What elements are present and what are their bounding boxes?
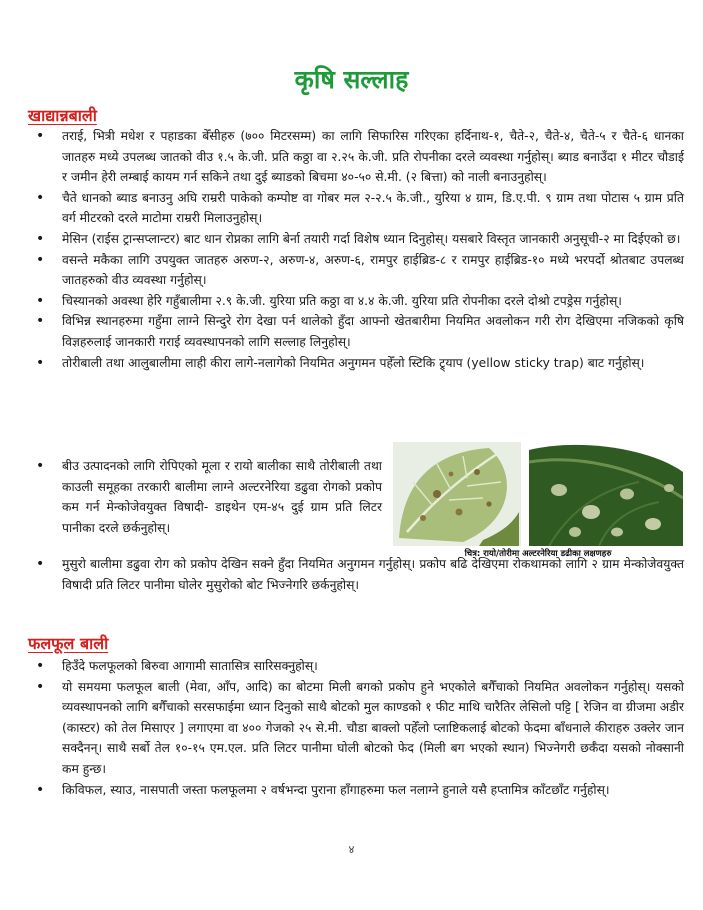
bullet-icon: • (36, 658, 45, 674)
cereal-advice-list-wrapped (36, 456, 382, 538)
section-heading-cereals: खाद्यान्नबाली (28, 106, 97, 125)
list-item: • बीउ उत्पादनको लागि रोपिएको मूला र रायो बालीका साथै तोरीबाली तथा काउली समूहका तरकारी बालीमा लाग्ने अल्टरनेरिया डढुवा रोगको प्रकोप कम गर्न मेन्कोजेवयुक्त विषादी- डाइथेन एम-४५ दुई ग्राम प्रति लिटर पानीका दरले छर्कनुहोस्। (36, 458, 382, 535)
bullet-icon: • (36, 292, 45, 309)
list-item: • किविफल, स्याउ, नासपाती जस्ता फलफूलमा २ वर्षभन्दा पुराना हाँगाहरुमा फल नलाग्ने हुनाले यसै हप्तामित्र काँटछाँट गर्नुहोस्। (36, 780, 684, 801)
bullet-icon: • (36, 678, 45, 695)
bullet-icon: • (36, 128, 45, 144)
list-item: • तोरीबाली तथा आलुबालीमा लाही कीरा लागे-नलागेको नियमित अनुगमन पहेँलो स्टिकि ट्र्याप (yellow sticky trap) बाट गर्नुहोस्। (36, 353, 684, 374)
bullet-icon: • (36, 313, 45, 330)
leaf-photo-2 (529, 442, 683, 546)
page-number: ४ (348, 843, 355, 856)
cereal-advice-list (36, 126, 684, 373)
bullet-icon: • (36, 189, 45, 206)
list-item: • मेसिन (राईस ट्रान्सप्लान्टर) बाट धान रोप्नका लागि बेर्ना तयारी गर्दा विशेष ध्यान दिनुहोस्। यसबारे विस्तृत जानकारी अनुसूची-२ मा दिईएको छ। (36, 229, 684, 250)
figure-caption: चित्र: रायो/तोरीमा अल्टरनेरिया डढीका लक्षणहरु (464, 549, 612, 559)
page-title: कृषि सल्लाह (294, 65, 409, 94)
list-item: • चिस्यानको अवस्था हेरि गहुँबालीमा २.९ के.जी. युरिया प्रति कठ्ठा वा ४.४ के.जी. युरिया प्रति रोपनीका दरले दोश्रो टपड्रेस गर्नुहोस्। (36, 291, 684, 312)
list-item: • वसन्ते मकैका लागि उपयुक्त जातहरु अरुण-२, अरुण-४, अरुण-६, रामपुर हाईब्रिड-८ र रामपुर हाईब्रिड-१० मध्ये भरपर्दो श्रोतबाट उपलब्ध जातहरुको वीउ व्यवस्था गर्नुहोस्। (36, 251, 684, 288)
bullet-icon: • (36, 556, 45, 572)
section-heading-fruits: फलफूल बाली (28, 634, 109, 653)
list-item: • मुसुरो बालीमा डढुवा रोग को प्रकोप देखिन सक्ने हुँदा नियमित अनुगमन गर्नुहोस्। प्रकोप बढि देखिएमा रोकथामको लागि २ ग्राम मेन्कोजेवयुक्त विषादी प्रति लिटर पानीमा घोलेर मुसुरोको बोट भिज्नेगरि छर्कनुहोस्। (36, 556, 684, 592)
list-item: • यो समयमा फलफूल बाली (मेवा, आँप, आदि) का बोटमा मिली बगको प्रकोप हुने भएकोले बगैँचाको नियमित अवलोकन गर्नुहोस्। यसको व्यवस्थापनको लागि बगैँचाको सरसफाईमा ध्यान दिनुको साथै बोटको मुल काण्डको १ फीट माथि चारैतिर लेसिलो पट्टि [ रेजिन वा ग्रीजमा अडीर (कास्टर) को तेल मिसाएर ] लगाएमा वा ४०० गेजको २५ से.मी. चौडा बाक्लो पहेँलो प्लाष्टिकलाई बोटको फेदमा बाँधनाले कीराहरु उक्लेर जान सक्दैनन्। साथै सर्बो तेल १०-१५ एम.एल. प्रति लिटर पानीमा घोली बोटको फेद (मिली बग भएको स्थान) भिज्नेगरी छर्कँदा यसको नोक्सानी कम हुन्छ। (36, 678, 684, 776)
list-item: • हिउँदे फलफूलको बिरुवा आगामी सातासित्र सारिसक्नुहोस्। (36, 656, 684, 677)
list-item: • विभिन्न स्थानहरुमा गहुँमा लाग्ने सिन्दुरे रोग देखा पर्न थालेको हुँदा आफ्नो खेतबारीमा नियमित अवलोकन गरी रोग देखिएमा नजिकको कृषि विज्ञहरुलाई जानकारी गराई व्यवस्थापनको लागि सल्लाह लिनुहोस्। (36, 313, 684, 349)
leaf-photo-1 (393, 442, 521, 546)
bullet-icon: • (36, 781, 45, 798)
disease-figure (393, 442, 683, 562)
list-item: • तराई, भित्री मधेश र पहाडका बेँसीहरु (७०० मिटरसम्म) का लागि सिफारिस गरिएका हर्दिनाथ-१, चैते-२, चैते-४, चैते-५ र चैते-६ धानका जातहरु मध्ये उपलब्ध जातको वीउ १.५ के.जी. प्रति कठ्ठा वा २.२५ के.जी. प्रति रोपनीका दरले व्यवस्था गर्नुहोस्। ब्याड बनाउँदा १ मीटर चौडाई र जमीन हेरी लम्बाई कायम गर्न सकिने तथा दुई ब्याडको बिचमा ४०-५० से.मी. (२ बित्ता) को नाली बनाउनुहोस्। (36, 128, 684, 185)
list-item: • चैते धानको ब्याड बनाउनु अघि राम्ररी पाकेको कम्पोष्ट वा गोबर मल २-२.५ के.जी., युरिया ४ ग्राम, डि.ए.पी. ९ ग्राम तथा पोटास ५ ग्राम प्रति वर्ग मीटरको दरले माटोमा राम्ररी मिलाउनुहोस्। (36, 189, 684, 226)
bullet-icon: • (36, 354, 45, 371)
bullet-icon: • (36, 251, 45, 268)
bullet-icon: • (36, 230, 45, 247)
fruit-advice-list (36, 656, 684, 800)
bullet-icon: • (36, 458, 45, 474)
